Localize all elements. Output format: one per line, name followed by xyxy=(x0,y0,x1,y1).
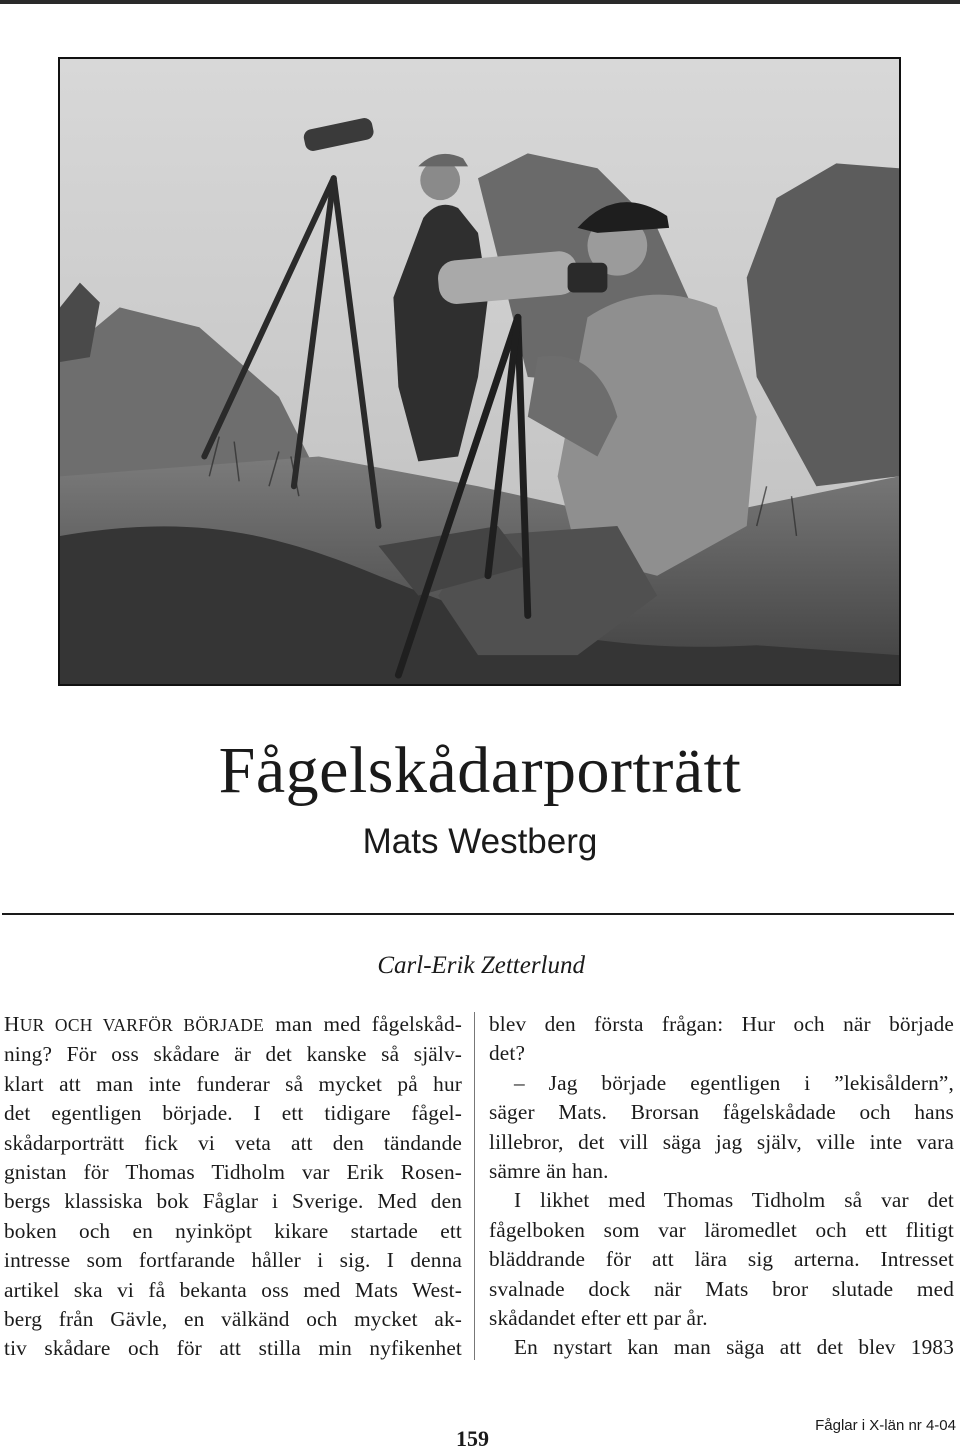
body-line: bläddrande för att lära sig arterna. Intresset xyxy=(489,1247,954,1272)
body-line: ning? För oss skådare är det kanske så själv- xyxy=(4,1042,462,1067)
body-line: bergs klassiska bok Fåglar i Sverige. Med den xyxy=(4,1189,462,1214)
column-divider xyxy=(474,1012,475,1360)
body-line: blev den första frågan: Hur och när började xyxy=(489,1012,954,1036)
top-rule xyxy=(0,0,960,4)
body-line: svalnade dock när Mats bror slutade med xyxy=(489,1276,954,1301)
body-line: gnistan för Thomas Tidholm var Erik Rosen- xyxy=(4,1160,462,1185)
body-line: det egentligen började. I ett tidigare fågel- xyxy=(4,1101,462,1126)
lead-small-caps: HUR OCH VARFÖR BÖRJADE xyxy=(4,1012,265,1036)
article-subtitle: Mats Westberg xyxy=(362,822,598,861)
body-line: tiv skådare och för att stilla min nyfikenhet xyxy=(4,1336,462,1361)
article-photo xyxy=(58,57,901,686)
body-line: artikel ska vi få bekanta oss med Mats West- xyxy=(4,1277,462,1302)
body-line: sämre än han. xyxy=(489,1159,609,1184)
body-line: HUR OCH VARFÖR BÖRJADE man med fågelskåd- xyxy=(4,1012,462,1036)
article-title: Fågelskådarporträtt xyxy=(218,734,742,807)
body-line: I likhet med Thomas Tidholm så var det xyxy=(514,1188,954,1213)
body-line: boken och en nyinköpt kikare startade ett xyxy=(4,1218,462,1243)
body-line: klart att man inte funderar så mycket på hur xyxy=(4,1071,462,1096)
page-number: 159 xyxy=(456,1426,489,1451)
left-column xyxy=(4,1010,462,1364)
body-line: En nystart kan man säga att det blev 1983 xyxy=(514,1335,954,1360)
body-line: intresse som fortfarande håller i sig. I denna xyxy=(4,1248,462,1273)
body-line: säger Mats. Brorsan fågelskådade och hans xyxy=(489,1100,954,1125)
body-line: lillebror, det vill säga jag själv, ville inte vara xyxy=(489,1129,954,1154)
body-line: skådarporträtt fick vi veta att den tändande xyxy=(4,1130,462,1155)
right-column xyxy=(489,1010,954,1363)
body-line: – Jag började egentligen i ”lekisåldern”, xyxy=(514,1070,954,1095)
body-line: det? xyxy=(489,1041,526,1066)
article-author: Carl-Erik Zetterlund xyxy=(377,952,585,979)
body-line: berg från Gävle, en välkänd och mycket ak- xyxy=(4,1307,462,1332)
publication-footer: Fåglar i X-län nr 4-04 xyxy=(815,1417,956,1434)
body-line: fågelboken som var läromedlet och ett flitigt xyxy=(489,1217,954,1242)
photo-two-birdwatchers-icon xyxy=(60,59,899,684)
body-line: skådandet efter ett par år. xyxy=(489,1306,708,1331)
title-divider xyxy=(2,913,954,915)
